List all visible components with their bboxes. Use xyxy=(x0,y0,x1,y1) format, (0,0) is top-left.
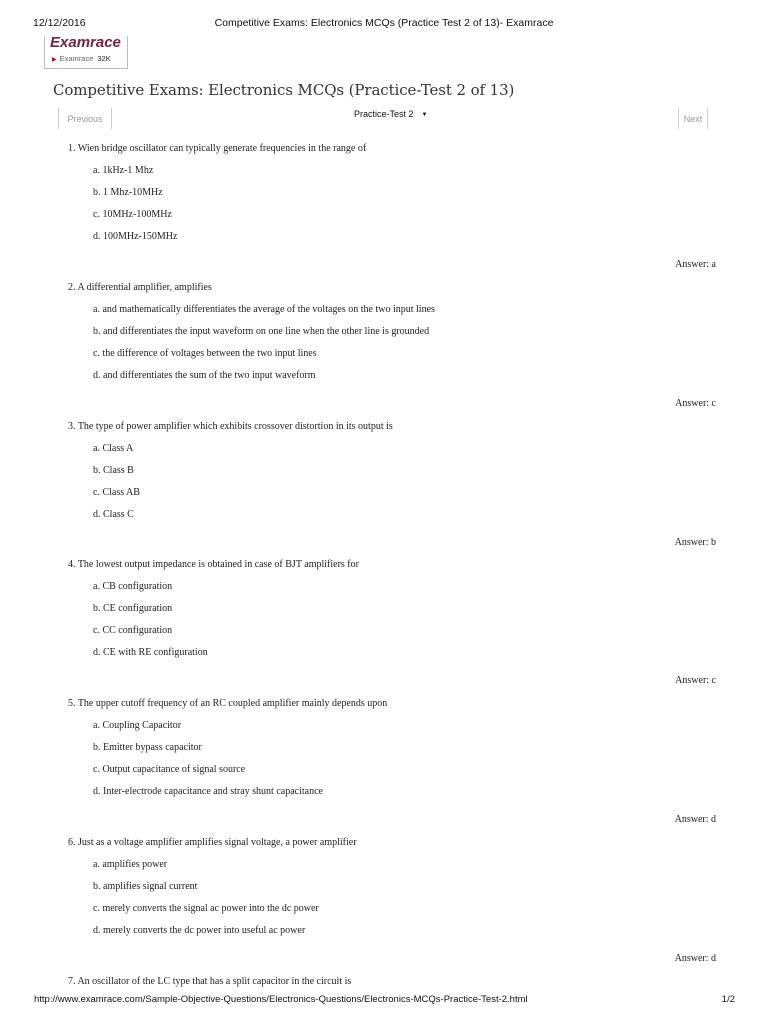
print-header xyxy=(0,14,768,30)
answer-option: c. merely converts the signal ac power into the dc power xyxy=(93,903,319,914)
question-text: 5. The upper cutoff frequency of an RC coupled amplifier mainly depends upon xyxy=(68,698,388,710)
print-footer xyxy=(0,994,768,1008)
answer-option: c. CC configuration xyxy=(93,625,173,637)
print-url: http://www.examrace.com/Sample-Objective-Questions/Electronics-Questions/Electronics-MCQs-Practice-Test-2.html xyxy=(34,994,528,1005)
answer-label: Answer: a xyxy=(675,259,716,270)
answer-option: d. merely converts the dc power into useful ac power xyxy=(93,925,306,936)
answer-option: c. Class AB xyxy=(93,486,140,498)
play-icon: ▶ xyxy=(52,57,57,63)
answer-option: b. CE configuration xyxy=(93,603,173,615)
question-text: 6. Just as a voltage amplifier amplifies signal voltage, a power amplifier xyxy=(68,837,357,848)
answer-option: b. 1 Mhz-10MHz xyxy=(93,187,163,198)
examrace-logo[interactable] xyxy=(44,36,128,69)
answer-label: Answer: c xyxy=(675,397,716,409)
answer-option: b. Class B xyxy=(93,464,134,476)
question-text: 1. Wien bridge oscillator can typically generate frequencies in the range of xyxy=(68,143,367,154)
answer-option: a. and mathematically differentiates the average of the voltages on the two input lines xyxy=(93,303,435,315)
answer-option: d. and differentiates the sum of the two input waveform xyxy=(93,369,316,381)
next-button[interactable]: Next xyxy=(678,108,708,129)
answer-option: d. 100MHz-150MHz xyxy=(93,231,178,242)
channel-name: Examrace xyxy=(59,54,94,63)
page-title: Competitive Exams: Electronics MCQs (Practice-Test 2 of 13) xyxy=(53,81,515,99)
previous-button[interactable]: Previous xyxy=(58,108,112,129)
page-number: 1/2 xyxy=(721,994,735,1005)
print-title: Competitive Exams: Electronics MCQs (Practice Test 2 of 13)- Examrace xyxy=(214,17,554,29)
test-select[interactable] xyxy=(354,109,427,119)
answer-option: d. Class C xyxy=(93,508,134,520)
answer-option: c. Output capacitance of signal source xyxy=(93,764,246,776)
print-date: 12/12/2016 xyxy=(33,17,86,29)
caret-down-icon: ▼ xyxy=(421,112,428,118)
answer-option: b. and differentiates the input waveform on one line when the other line is grounded xyxy=(93,325,430,337)
answer-option: b. amplifies signal current xyxy=(93,881,198,892)
answer-label: Answer: c xyxy=(675,675,716,687)
answer-option: d. CE with RE configuration xyxy=(93,647,208,659)
answer-option: c. 10MHz-100MHz xyxy=(93,209,172,220)
question-text: 2. A differential amplifier, amplifies xyxy=(68,281,212,293)
answer-option: b. Emitter bypass capacitor xyxy=(93,742,202,754)
answer-option: d. Inter-electrode capacitance and stray shunt capacitance xyxy=(93,786,323,798)
answer-option: a. CB configuration xyxy=(93,581,173,593)
answer-option: a. Class A xyxy=(93,442,134,454)
logo-text: Examrace xyxy=(50,34,121,51)
answer-option: a. 1kHz-1 Mhz xyxy=(93,165,154,176)
subscriber-count: 32K xyxy=(97,54,111,63)
question-text: 4. The lowest output impedance is obtained in case of BJT amplifiers for xyxy=(68,559,359,571)
test-select-value: Practice-Test 2 xyxy=(354,109,414,119)
question-text: 7. An oscillator of the LC type that has a split capacitor in the circuit is xyxy=(68,975,352,987)
answer-option: a. amplifies power xyxy=(93,859,168,870)
question-text: 3. The type of power amplifier which exhibits crossover distortion in its output is xyxy=(68,420,393,432)
youtube-subscribe[interactable] xyxy=(52,54,111,63)
answer-label: Answer: b xyxy=(674,536,716,548)
answer-option: a. Coupling Capacitor xyxy=(93,720,182,732)
answer-option: c. the difference of voltages between the two input lines xyxy=(93,347,317,359)
answer-label: Answer: d xyxy=(674,953,716,964)
answer-label: Answer: d xyxy=(674,814,716,826)
